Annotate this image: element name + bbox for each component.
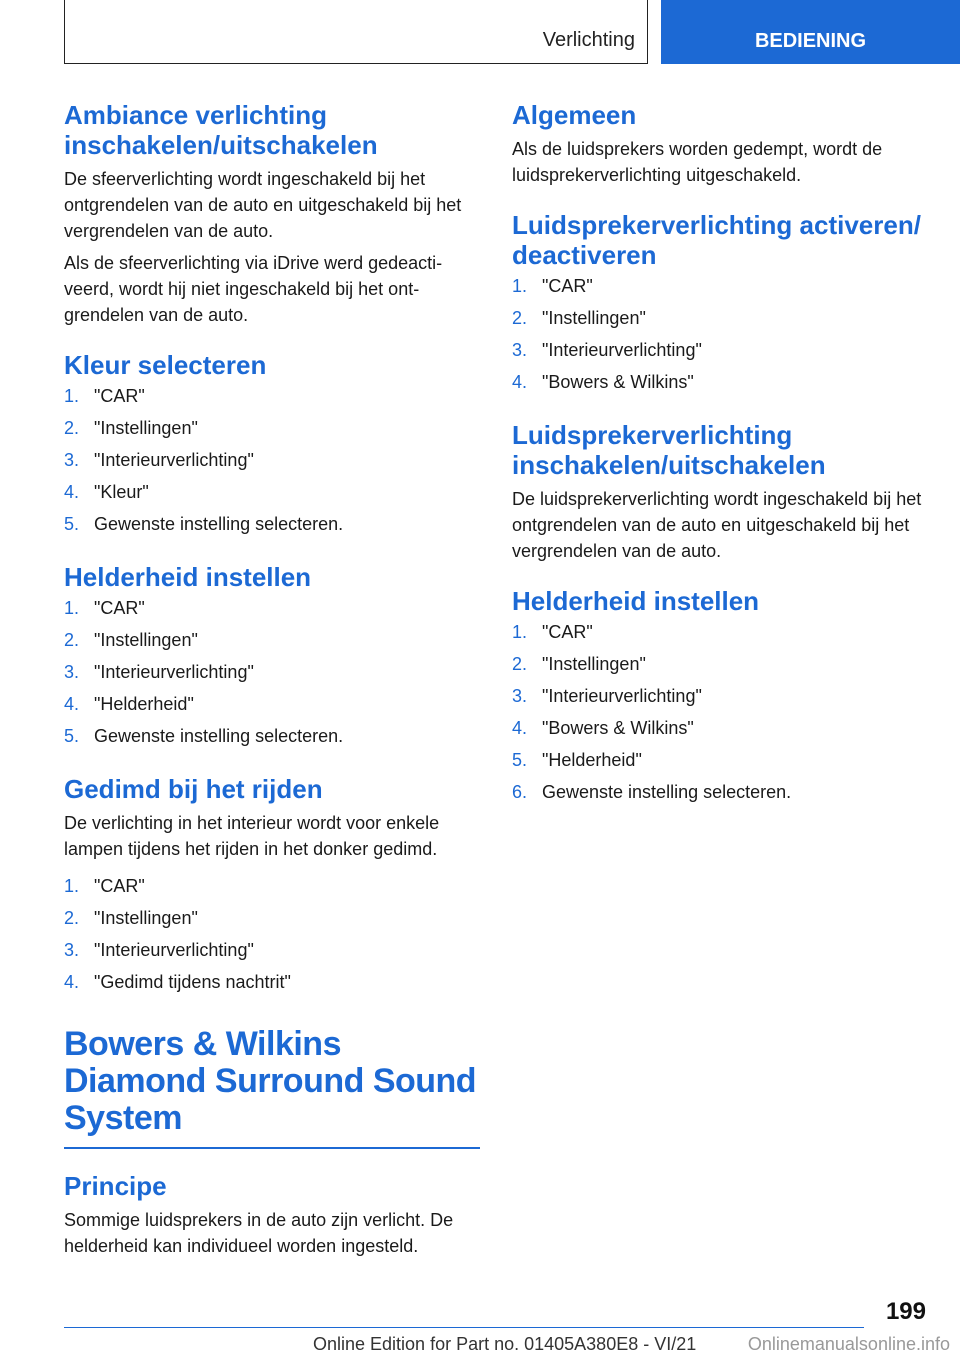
step-list — [64, 380, 480, 540]
step-item — [512, 648, 930, 680]
step-number: 4. — [64, 972, 80, 992]
step-number: 1. — [64, 386, 80, 406]
page-number: 199 — [885, 1298, 926, 1325]
section-heading: Ambiance verlichting inschakelen/uitschakelen — [64, 100, 378, 160]
section-heading: Gedimd bij het rijden — [64, 774, 323, 804]
step-item — [64, 966, 480, 998]
paragraph: Sommige luidsprekers in de auto zijn verlicht. De helderheid kan individueel worden ingesteld. — [64, 1210, 454, 1256]
step-number: 4. — [512, 718, 528, 738]
step-number: 5. — [512, 750, 528, 770]
step-text: "Instellingen" — [542, 308, 646, 328]
paragraph: De verlichting in het interieur wordt voor enkele lampen tijdens het rijden in het donker gedimd. — [64, 813, 440, 859]
step-text: "CAR" — [542, 276, 593, 296]
step-text: "Instellingen" — [94, 418, 198, 438]
step-number: 6. — [512, 782, 528, 802]
step-text: Gewenste instelling selecteren. — [94, 726, 344, 746]
step-text: "Instellingen" — [542, 654, 646, 674]
step-text: "Helderheid" — [94, 694, 194, 714]
step-text: "CAR" — [94, 876, 145, 896]
step-number: 2. — [512, 654, 528, 674]
step-text: "Interieurverlichting" — [542, 686, 702, 706]
step-number: 3. — [512, 686, 528, 706]
edition-note: Online Edition for Part no. 01405A380E8 - VI/21 — [313, 1334, 697, 1354]
step-number: 4. — [512, 372, 528, 392]
section-heading: Luidsprekerverlichting activeren/ deactiveren — [512, 210, 921, 270]
step-number: 3. — [64, 662, 80, 682]
step-item — [64, 656, 480, 688]
step-item — [64, 688, 480, 720]
step-number: 3. — [512, 340, 528, 360]
step-item — [512, 616, 930, 648]
step-text: "Instellingen" — [94, 908, 198, 928]
section-heading: Helderheid instellen — [512, 586, 760, 616]
step-number: 1. — [64, 876, 80, 896]
step-list — [64, 870, 480, 998]
step-text: "Instellingen" — [94, 630, 198, 650]
step-text: "Interieurverlichting" — [94, 940, 254, 960]
step-number: 4. — [64, 694, 80, 714]
step-item — [512, 680, 930, 712]
step-item — [512, 334, 930, 366]
step-list — [512, 616, 930, 808]
step-item — [64, 476, 480, 508]
step-number: 1. — [64, 598, 80, 618]
step-text: Gewenste instelling selecteren. — [542, 782, 792, 802]
step-number: 1. — [512, 276, 528, 296]
step-item — [64, 902, 480, 934]
section-title: Verlichting — [542, 29, 635, 51]
left-column — [64, 100, 480, 1259]
step-number: 2. — [64, 908, 80, 928]
step-item — [64, 720, 480, 752]
step-number: 2. — [64, 630, 80, 650]
footer-rule — [64, 1327, 864, 1328]
step-item — [512, 302, 930, 334]
section-heading: Algemeen — [512, 100, 637, 130]
step-number: 3. — [64, 940, 80, 960]
watermark: Onlinemanualsonline.info — [747, 1334, 950, 1354]
step-text: "Interieurverlichting" — [94, 450, 254, 470]
step-item — [64, 870, 480, 902]
step-item — [64, 444, 480, 476]
step-text: "CAR" — [94, 386, 145, 406]
step-text: "CAR" — [542, 622, 593, 642]
step-text: "Interieurverlichting" — [542, 340, 702, 360]
section-heading: Helderheid instellen — [64, 562, 312, 592]
section-heading: Kleur selecteren — [64, 350, 267, 380]
step-list — [64, 592, 480, 752]
chapter-title: Bowers & Wilkins Diamond Surround Sound System — [64, 1025, 477, 1137]
step-item — [512, 366, 930, 398]
step-text: "Kleur" — [94, 482, 149, 502]
step-item — [64, 592, 480, 624]
step-text: "Helderheid" — [542, 750, 642, 770]
step-number: 5. — [64, 514, 80, 534]
step-text: "Bowers & Wilkins" — [542, 718, 694, 738]
step-number: 5. — [64, 726, 80, 746]
step-text: "Interieurverlichting" — [94, 662, 254, 682]
paragraph: Als de luidsprekers worden gedempt, wordt de luidsprekerverlichting uitgeschakeld. — [512, 139, 883, 185]
step-item — [512, 776, 930, 808]
step-item — [64, 624, 480, 656]
paragraph: Als de sfeerverlichting via iDrive werd gedeactiveerd, wordt hij niet ingeschakeld bij het ontgrendelen van de auto. — [64, 253, 443, 325]
step-item — [512, 270, 930, 302]
step-item — [64, 412, 480, 444]
step-number: 2. — [64, 418, 80, 438]
step-number: 4. — [64, 482, 80, 502]
right-column — [512, 100, 930, 808]
step-text: Gewenste instelling selecteren. — [94, 514, 344, 534]
section-heading: Luidsprekerverlichting inschakelen/uitschakelen — [512, 420, 826, 480]
step-item — [64, 508, 480, 540]
step-item — [512, 712, 930, 744]
step-text: "Gedimd tijdens nachtrit" — [94, 972, 291, 992]
step-item — [512, 744, 930, 776]
paragraph: De sfeerverlichting wordt ingeschakeld bij het ontgrendelen van de auto en uitgeschakeld bij het vergrendelen van de auto. — [64, 169, 462, 241]
step-number: 2. — [512, 308, 528, 328]
step-number: 3. — [64, 450, 80, 470]
step-text: "Bowers & Wilkins" — [542, 372, 694, 392]
step-item — [64, 380, 480, 412]
section-heading: Principe — [64, 1171, 167, 1201]
step-text: "CAR" — [94, 598, 145, 618]
step-item — [64, 934, 480, 966]
running-header — [64, 0, 648, 64]
paragraph: De luidsprekerverlichting wordt ingeschakeld bij het ontgrendelen van de auto en uitgeschakeld bij het vergrendelen van de auto. — [512, 489, 922, 561]
step-list — [512, 270, 930, 398]
chapter-tab: BEDIENING — [661, 0, 960, 64]
step-number: 1. — [512, 622, 528, 642]
